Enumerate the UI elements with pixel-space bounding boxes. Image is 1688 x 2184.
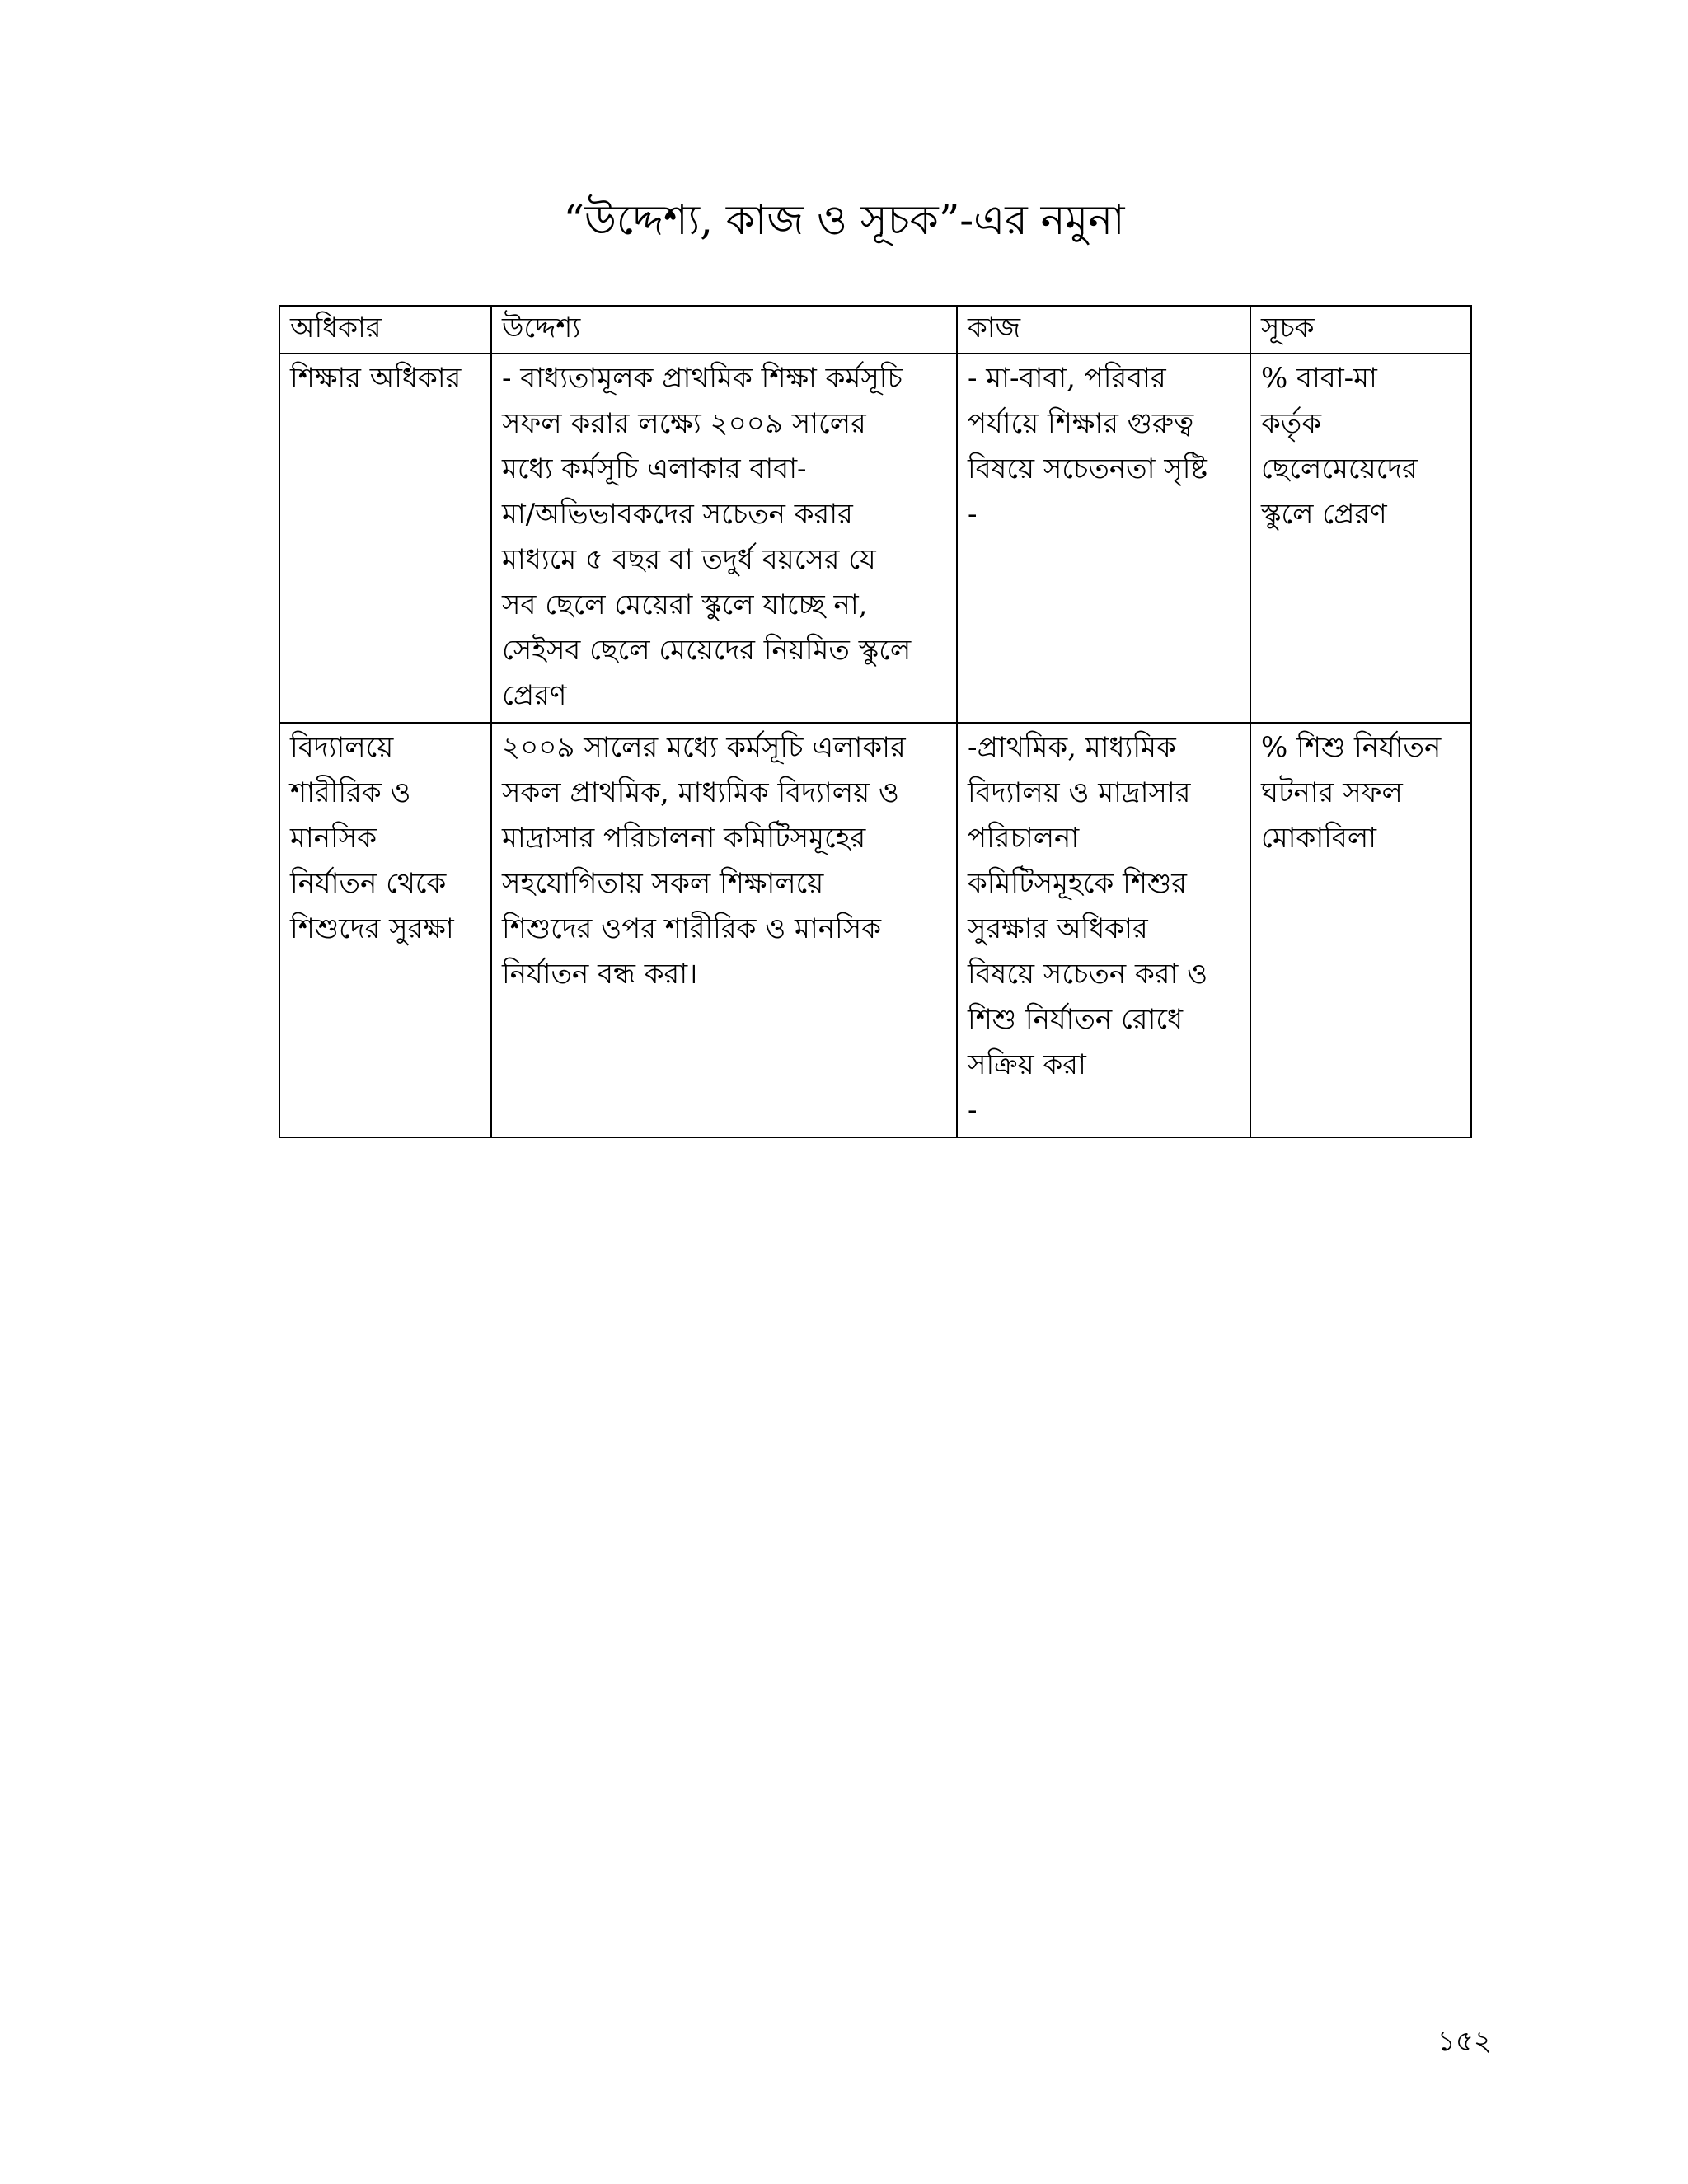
cell-right: বিদ্যালয়ে শারীরিক ও মানসিক নির্যাতন থেকে শিশুদের সুরক্ষা	[279, 723, 491, 1137]
table-header-row	[279, 306, 1471, 354]
header-activity: কাজ	[957, 306, 1250, 354]
cell-objective: ২০০৯ সালের মধ্যে কর্মসূচি এলাকার সকল প্রাথমিক, মাধ্যমিক বিদ্যালয় ও মাদ্রাসার পরিচালনা কমিটিসমূহের সহযোগিতায় সকল শিক্ষালয়ে শিশুদের ওপর শারীরিক ও মানসিক নির্যাতন বন্ধ করা।	[491, 723, 957, 1137]
page-number: ১৫২	[1437, 2025, 1492, 2058]
objectives-table	[279, 305, 1472, 1138]
page-title: “উদ্দেশ্য, কাজ ও সূচক”-এর নমুনা	[563, 196, 1125, 244]
table-row	[279, 723, 1471, 1137]
cell-objective: - বাধ্যতামূলক প্রাথমিক শিক্ষা কর্মসূচি সফল করার লক্ষ্যে ২০০৯ সালের মধ্যে কর্মসূচি এলাকার বাবা- মা/অভিভাবকদের সচেতন করার মাধ্যমে ৫ বছর বা তদুর্ধ বয়সের যে সব ছেলে মেয়েরা স্কুলে যাচ্ছে না, সেইসব ছেলে মেয়েদের নিয়মিত স্কুলে প্রেরণ	[491, 354, 957, 723]
cell-right: শিক্ষার অধিকার	[279, 354, 491, 723]
header-objective: উদ্দেশ্য	[491, 306, 957, 354]
cell-activity: -প্রাথমিক, মাধ্যমিক বিদ্যালয় ও মাদ্রাসার পরিচালনা কমিটিসমূহকে শিশুর সুরক্ষার অধিকার বিষয়ে সচেতন করা ও শিশু নির্যাতন রোধে সক্রিয় করা -	[957, 723, 1250, 1137]
cell-indicator: % শিশু নির্যাতন ঘটনার সফল মোকাবিলা	[1250, 723, 1471, 1137]
header-indicator: সূচক	[1250, 306, 1471, 354]
cell-activity: - মা-বাবা, পরিবার পর্যায়ে শিক্ষার গুরুত্ব বিষয়ে সচেতনতা সৃষ্টি -	[957, 354, 1250, 723]
table-row	[279, 354, 1471, 723]
cell-indicator: % বাবা-মা কর্তৃক ছেলেমেয়েদের স্কুলে প্রেরণ	[1250, 354, 1471, 723]
header-right: অধিকার	[279, 306, 491, 354]
